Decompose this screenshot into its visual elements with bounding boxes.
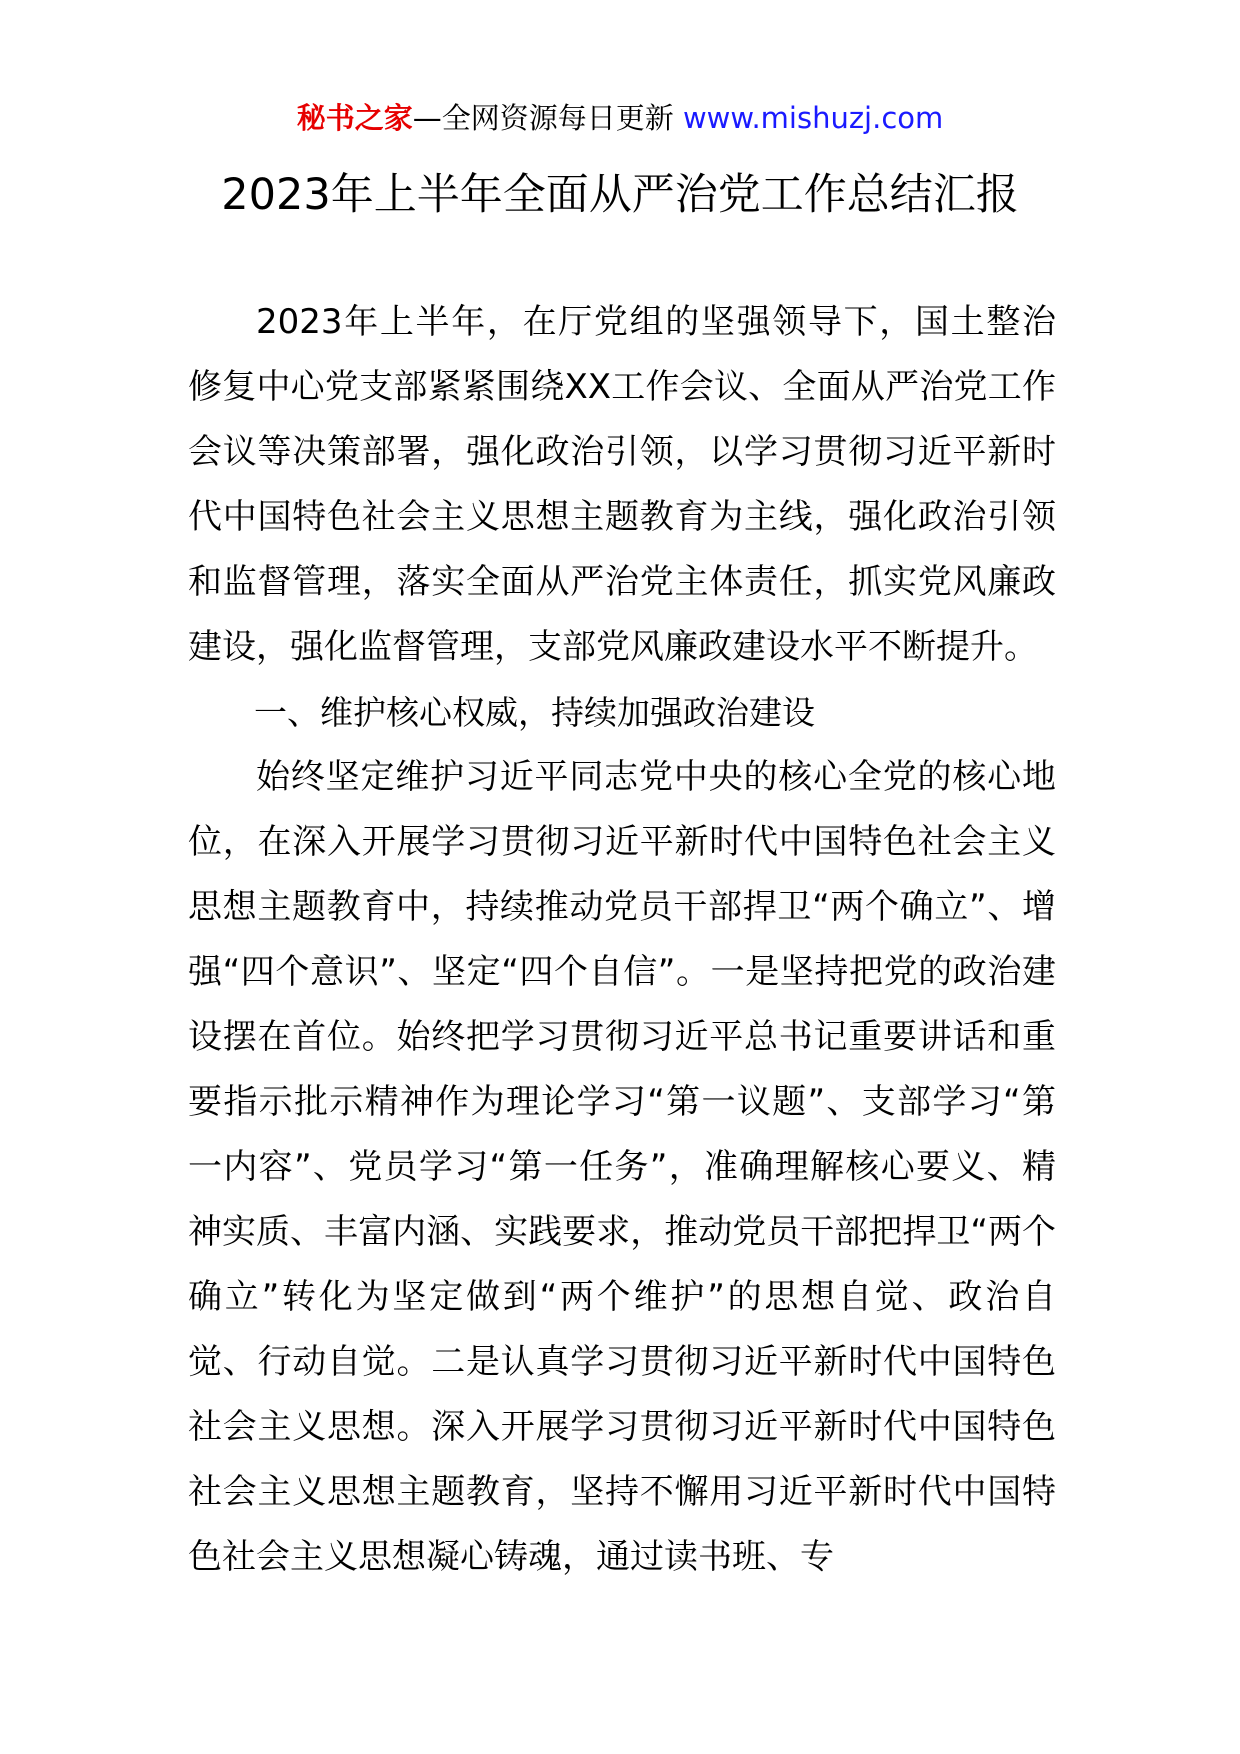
document-title: 2023年上半年全面从严治党工作总结汇报: [221, 170, 1019, 220]
site-url-link[interactable]: www.mishuzj.com: [682, 101, 944, 135]
site-brand: 秘书之家: [296, 101, 413, 135]
section-heading: 一、维护核心权威，持续加强政治建设: [254, 693, 815, 732]
site-header: [0, 98, 1240, 138]
section-paragraph: 始终坚定维护习近平同志党中央的核心全党的核心地位，在深入开展学习贯彻习近平新时代中国特色社会主义思想主题教育中，持续推动党员干部捍卫“两个确立”、增强“四个意识”、坚定“四个自信”。一是坚持把党的政治建设摆在首位。始终把学习贯彻习近平总书记重要讲话和重要指示批示精神作为理论学习“第一议题”、支部学习“第一内容”、党员学习“第一任务”，准确理解核心要义、精神实质、丰富内涵、实践要求，推动党员干部把捍卫“两个确立”转化为坚定做到“两个维护”的思想自觉、政治自觉、行动自觉。二是认真学习贯彻习近平新时代中国特色社会主义思想。深入开展学习贯彻习近平新时代中国特色社会主义思想主题教育，坚持不懈用习近平新时代中国特色社会主义思想凝心铸魂，通过读书班、专: [188, 757, 1056, 1577]
document-body: [188, 290, 1056, 1590]
intro-paragraph: 2023年上半年，在厅党组的坚强领导下，国土整治修复中心党支部紧紧围绕XX工作会议、全面从严治党工作会议等决策部署，强化政治引领，以学习贯彻习近平新时代中国特色社会主义思想主题教育为主线，强化政治引领和监督管理，落实全面从严治党主体责任，抓实党风廉政建设，强化监督管理，支部党风廉政建设水平不断提升。: [188, 302, 1056, 667]
site-tagline: —全网资源每日更新: [412, 101, 674, 135]
